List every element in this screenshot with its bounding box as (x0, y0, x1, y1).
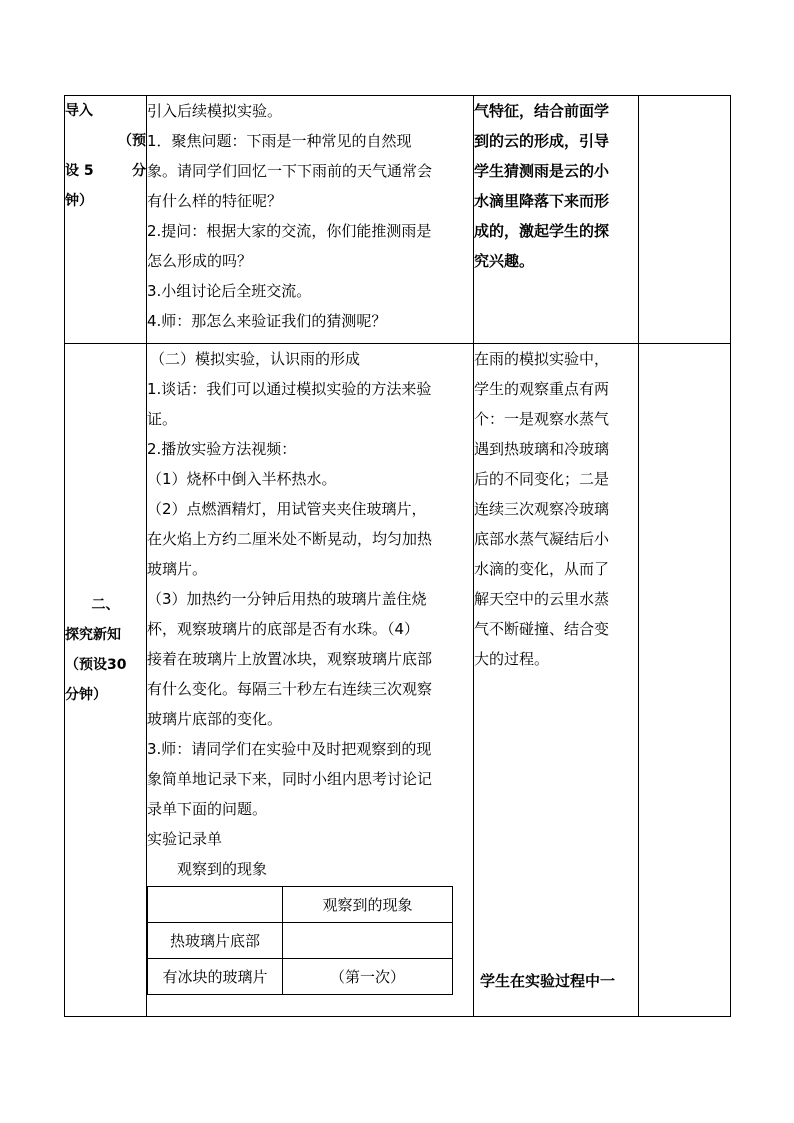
empty-cell (639, 96, 731, 344)
content-line: 2.播放实验方法视频： (147, 440, 297, 458)
content-line: 3.小组讨论后全班交流。 (147, 282, 312, 300)
notes-cell-intro (474, 96, 639, 344)
note-line: 究兴趣。 (474, 252, 535, 270)
empty-cell (639, 344, 731, 1017)
table-row (148, 887, 453, 923)
note-line-bottom: 学生在实验过程中一 (480, 972, 616, 990)
stage-title: 导入 (65, 103, 93, 119)
content-line: （2）点燃酒精灯，用试管夹夹住玻璃片， (147, 500, 427, 518)
content-line: 4.师：那怎么来验证我们的猜测呢？ (147, 312, 387, 330)
table-row-explore (65, 344, 731, 1017)
notes-cell-explore (474, 344, 639, 1017)
table-cell (148, 887, 283, 923)
record-table (147, 886, 453, 995)
table-cell (283, 923, 453, 959)
content-line: 玻璃片底部的变化。 (147, 710, 283, 728)
stage-time-value: 设 5 (65, 163, 94, 179)
content-line: 1．聚焦问题：下雨是一种常见的自然现 (147, 132, 412, 150)
content-line: （二）模拟实验，认识雨的形成 (150, 350, 361, 368)
note-line: 遇到热玻璃和冷玻璃 (474, 440, 610, 458)
note-line: 后的不同变化；二是 (474, 470, 610, 488)
stage-time-unit: 分 (132, 163, 146, 179)
lesson-plan-table (64, 95, 731, 1017)
note-line: 气不断碰撞、结合变 (474, 620, 610, 638)
note-line: 成的，激起学生的探 (474, 222, 610, 240)
note-line: 气特征，结合前面学 (474, 102, 610, 120)
note-line: 学生猜测雨是云的小 (474, 162, 610, 180)
table-row (148, 959, 453, 995)
content-cell-intro (147, 96, 474, 344)
note-line: 底部水蒸气凝结后小 (474, 530, 610, 548)
content-line: （1）烧杯中倒入半杯热水。 (147, 470, 337, 488)
content-line: 3.师：请同学们在实验中及时把观察到的现 (147, 740, 432, 758)
content-line: 有什么样的特征呢？ (147, 192, 283, 210)
note-line: 水滴的变化，从而了 (474, 560, 610, 578)
note-line: 大的过程。 (474, 650, 550, 668)
note-line: 在雨的模拟实验中， (474, 350, 610, 368)
stage-title: 探究新知 (65, 627, 121, 643)
content-line: 录单下面的问题。 (147, 800, 268, 818)
table-row-intro (65, 96, 731, 344)
record-subtitle: 观察到的现象 (177, 860, 268, 878)
content-line: 1.谈话：我们可以通过模拟实验的方法来验 (147, 380, 432, 398)
record-title: 实验记录单 (147, 830, 223, 848)
stage-time: （预设30 (65, 657, 127, 673)
stage-time-open: （预 (118, 133, 146, 149)
content-cell-explore (147, 344, 474, 1017)
note-line: 到的云的形成，引导 (474, 132, 610, 150)
stage-cell-explore (65, 344, 147, 1017)
stage-time-close: 钟） (65, 193, 93, 209)
table-cell: 热玻璃片底部 (148, 923, 283, 959)
stage-cell-intro (65, 96, 147, 344)
content-line: 2.提问：根据大家的交流，你们能推测雨是 (147, 222, 432, 240)
note-line: 学生的观察重点有两 (474, 380, 610, 398)
stage-number: 二、 (91, 597, 120, 613)
content-line: 在火焰上方约二厘米处不断晃动，均匀加热 (147, 530, 433, 548)
table-cell: 有冰块的玻璃片 (148, 959, 283, 995)
table-cell: （第一次） (283, 959, 453, 995)
content-line: 玻璃片。 (147, 560, 208, 578)
content-line: 怎么形成的吗？ (147, 252, 253, 270)
content-line: 有什么变化。每隔三十秒左右连续三次观察 (147, 680, 433, 698)
note-line: 连续三次观察冷玻璃 (474, 500, 610, 518)
note-line: 水滴里降落下来而形 (474, 192, 610, 210)
content-line: 象简单地记录下来，同时小组内思考讨论记 (147, 770, 433, 788)
content-line: 引入后续模拟实验。 (147, 102, 283, 120)
note-line: 个：一是观察水蒸气 (474, 410, 610, 428)
content-line: 证。 (147, 410, 178, 428)
stage-time-unit: 分钟） (65, 687, 107, 703)
note-line: 解天空中的云里水蒸 (474, 590, 610, 608)
content-line: 象。请同学们回忆一下下雨前的天气通常会 (147, 162, 433, 180)
content-line: （3）加热约一分钟后用热的玻璃片盖住烧 (147, 590, 427, 608)
table-header-cell: 观察到的现象 (283, 887, 453, 923)
content-line: 接着在玻璃片上放置冰块，观察玻璃片底部 (147, 650, 433, 668)
table-row (148, 923, 453, 959)
stage-time-line (65, 156, 146, 186)
content-line: 杯，观察玻璃片的底部是否有水珠。（4） (147, 620, 420, 638)
